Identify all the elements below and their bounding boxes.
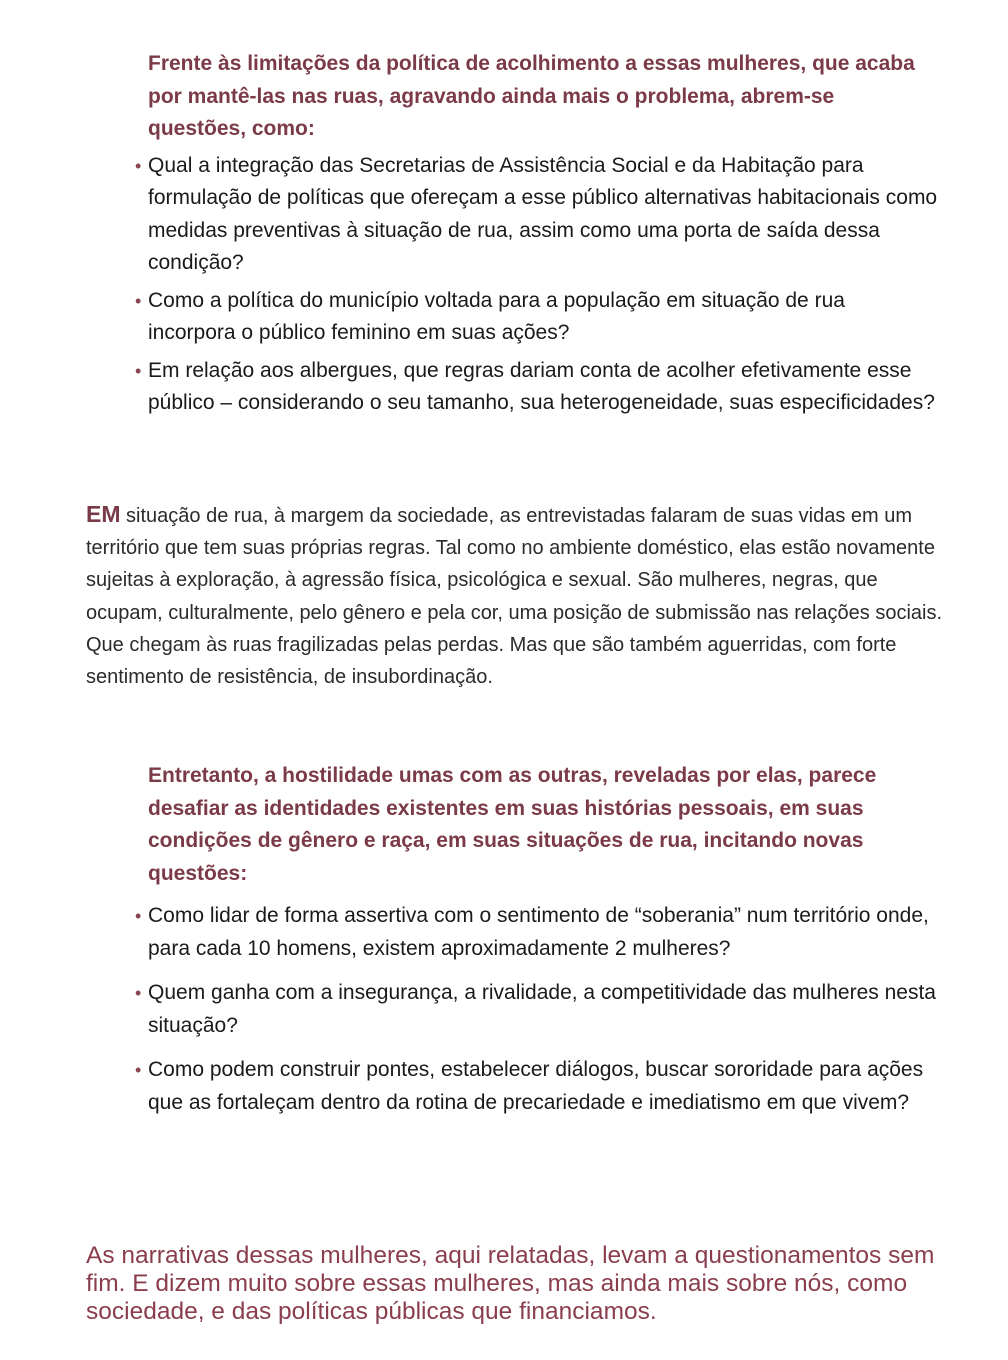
question-item <box>135 150 938 280</box>
body-paragraph-section <box>86 498 946 693</box>
questions-section-shelters <box>135 48 938 425</box>
closing-section <box>86 1242 946 1326</box>
questions-section-hostility <box>135 760 938 1131</box>
question-text: Quem ganha com a insegurança, a rivalidade, a competitividade das mulheres nesta situação? <box>148 981 936 1037</box>
bullet-icon: • <box>135 360 142 381</box>
question-text: Como a política do município voltada para a população em situação de rua incorpora o público feminino em suas ações? <box>148 288 845 344</box>
bullet-icon: • <box>135 983 142 1003</box>
body-paragraph-text: situação de rua, à margem da sociedade, as entrevistadas falaram de suas vidas em um território que tem suas próprias regras. Tal como no ambiente doméstico, elas estão novamente sujeitas à exploração, à agressão física, psicológica e sexual. São mulheres, negras, que ocupam, culturalmente, pelo gênero e pela cor, uma posição de submissão nas relações sociais. Que chegam às ruas fragilizadas pelas perdas. Mas que são também aguerridas, com forte sentimento de resistência, de insubordinação. <box>86 505 943 689</box>
bullet-icon: • <box>135 290 142 311</box>
question-text: Qual a integração das Secretarias de Assistência Social e da Habitação para formulação de políticas que ofereçam a esse público alternativas habitacionais como medidas preventivas à situação de rua, assim como uma porta de saída dessa condição? <box>148 153 938 274</box>
question-text: Como lidar de forma assertiva com o sentimento de “soberania” num território onde, para cada 10 homens, existem aproximadamente 2 mulheres? <box>148 904 929 960</box>
question-item <box>135 285 938 350</box>
closing-statement: As narrativas dessas mulheres, aqui relatadas, levam a questionamentos sem fim. E dizem muito sobre essas mulheres, mas ainda mais sobre nós, como sociedade, e das políticas públicas que financiamos. <box>86 1242 935 1325</box>
bullet-icon: • <box>135 906 142 926</box>
question-text: Em relação aos albergues, que regras dariam conta de acolher efetivamente esse público – considerando o seu tamanho, sua heterogeneidade, suas especificidades? <box>148 358 935 414</box>
question-item <box>135 1054 938 1119</box>
question-text: Como podem construir pontes, estabelecer diálogos, buscar sororidade para ações que as fortaleçam dentro da rotina de precariedade e imediatismo em que vivem? <box>148 1058 924 1114</box>
section-lead-heading: Frente às limitações da política de acolhimento a essas mulheres, que acaba por mantê-las nas ruas, agravando ainda mais o problema, abrem-se questões, como: <box>148 52 915 140</box>
question-item <box>135 977 938 1042</box>
bullet-icon: • <box>135 1060 142 1080</box>
question-item <box>135 900 938 965</box>
question-list <box>135 900 938 1119</box>
question-list <box>135 150 938 420</box>
bullet-icon: • <box>135 155 142 176</box>
question-item <box>135 355 938 420</box>
section-lead-heading: Entretanto, a hostilidade umas com as outras, reveladas por elas, parece desafiar as identidades existentes em suas histórias pessoais, em suas condições de gênero e raça, em suas situações de rua, incitando novas questões: <box>148 764 877 885</box>
body-paragraph <box>86 498 946 693</box>
lead-in-word: EM <box>86 501 121 527</box>
